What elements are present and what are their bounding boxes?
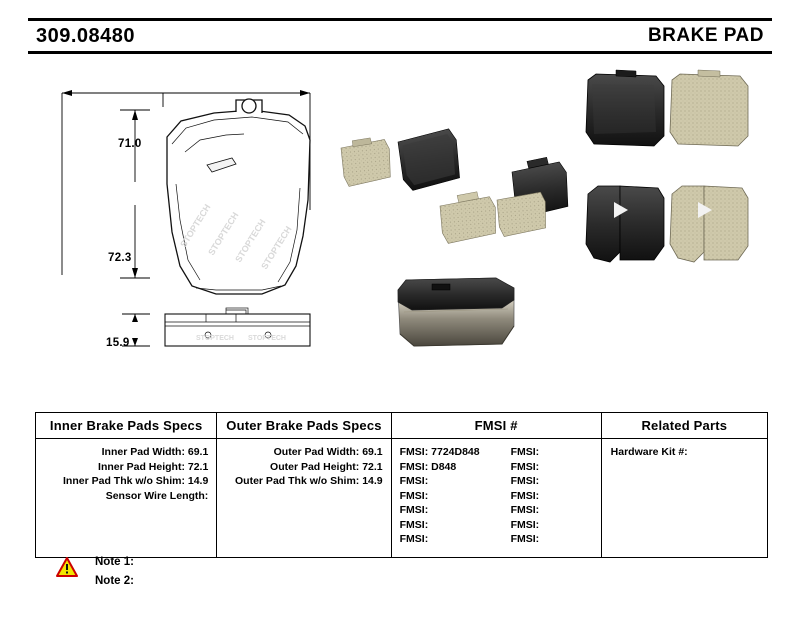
note-2: Note 2: [95,575,134,587]
fmsi-right-value: FMSI: [510,460,540,473]
outer-pad-specs-body [217,439,390,551]
fmsi-right-value: FMSI: [510,489,540,502]
svg-text:STOPTECH: STOPTECH [196,335,234,342]
table-row [392,460,601,475]
table-row [392,503,601,518]
dimension-height-label: 72.3 [108,252,132,264]
inner-pad-specs-column [36,413,217,557]
outer-pad-specs-header: Outer Brake Pads Specs [217,413,390,439]
fmsi-left-value: FMSI: [399,504,429,516]
fmsi-right-value: FMSI: [510,533,540,545]
fmsi-column [392,413,602,557]
dimension-thickness-label: 15.9 [106,337,130,349]
page-title: BRAKE PAD [647,25,764,46]
table-row: Outer Pad Width: 69.1 [273,446,383,458]
table-row: Sensor Wire Length: [105,489,209,502]
document-header [28,18,772,54]
table-row: Inner Pad Height: 72.1 [98,460,209,473]
technical-drawing-area [0,60,800,380]
fmsi-right-value: FMSI: [510,518,540,531]
table-row [392,489,601,504]
table-row: Outer Pad Thk w/o Shim: 14.9 [235,475,383,487]
inner-pad-specs-body [36,439,216,551]
inner-pad-specs-header: Inner Brake Pads Specs [36,413,216,439]
svg-text:STOPTECH: STOPTECH [178,202,213,250]
fmsi-left-value: FMSI: [399,518,429,531]
table-row: Outer Pad Height: 72.1 [270,460,383,473]
fmsi-left-value: FMSI: 7724D848 [399,446,480,458]
fmsi-right-value: FMSI: [510,475,540,487]
fmsi-left-value: FMSI: [399,533,429,545]
specifications-table [35,412,768,558]
fmsi-left-value: FMSI: D848 [399,460,457,473]
part-number: 309.08480 [36,24,136,47]
dimension-width-label: 71.0 [118,138,142,150]
table-row [392,474,601,489]
warning-icon [56,557,78,577]
fmsi-left-value: FMSI: [399,489,429,502]
fmsi-header: FMSI # [392,413,601,439]
table-row [392,518,601,533]
notes-section [50,553,350,591]
svg-text:STOPTECH: STOPTECH [233,217,268,265]
svg-text:STOPTECH: STOPTECH [206,210,241,258]
fmsi-right-value: FMSI: [510,504,540,516]
note-1: Note 1: [95,556,134,568]
svg-text:STOPTECH: STOPTECH [248,335,286,342]
svg-text:STOPTECH: STOPTECH [259,224,294,272]
brake-pad-drawings [0,60,800,380]
table-row [392,532,601,547]
related-parts-column [602,413,767,557]
table-row: Inner Pad Width: 69.1 [101,446,209,458]
fmsi-right-value: FMSI: [510,446,540,458]
outer-pad-specs-column [217,413,391,557]
table-row [392,445,601,460]
fmsi-left-value: FMSI: [399,475,429,487]
related-parts-body [602,439,767,551]
table-row: Inner Pad Thk w/o Shim: 14.9 [63,475,209,487]
table-row: Hardware Kit #: [610,446,688,458]
fmsi-body [392,439,601,557]
related-parts-header: Related Parts [602,413,767,439]
